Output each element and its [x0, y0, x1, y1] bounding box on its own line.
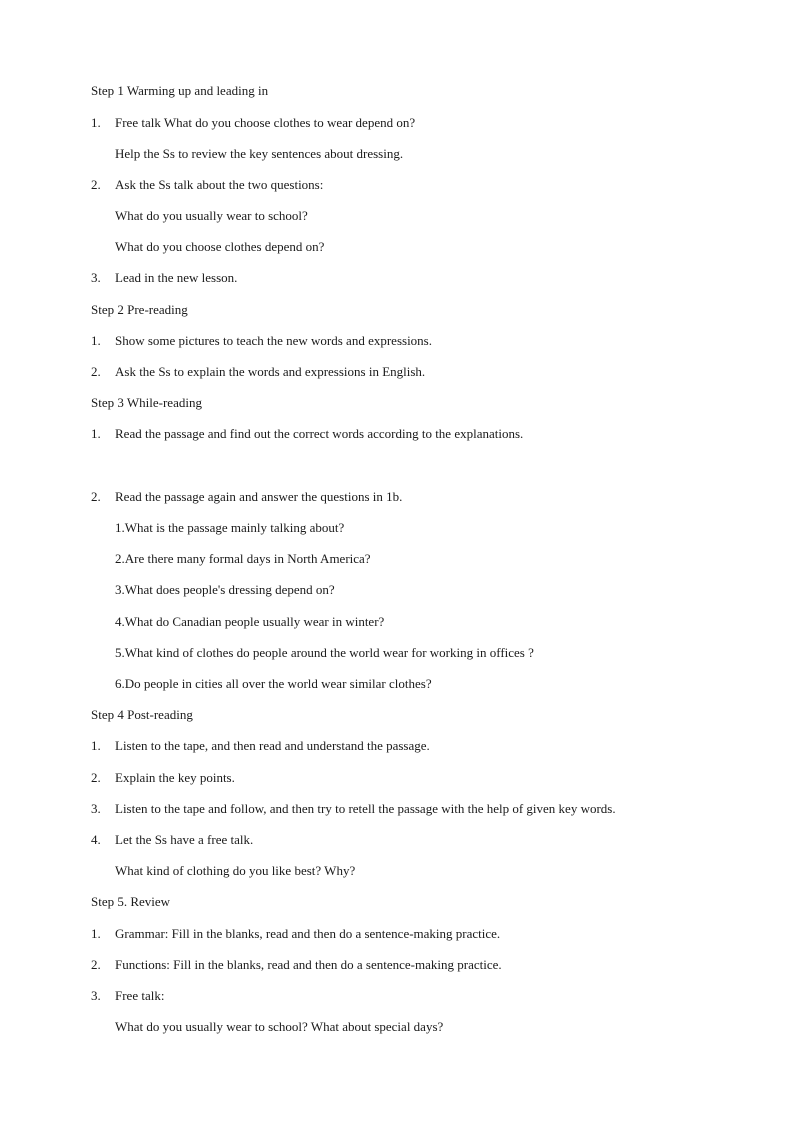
step5-item3-number: 3.	[91, 988, 101, 1003]
step1-item2-text: Ask the Ss talk about the two questions:	[115, 177, 324, 192]
step3-item1-number: 1.	[91, 426, 101, 441]
step4-item3-number: 3.	[91, 801, 101, 816]
step2-heading: Step 2 Pre-reading	[91, 302, 188, 317]
step3-item2-number: 2.	[91, 489, 101, 504]
step4-item1-number: 1.	[91, 738, 101, 753]
step1-question-b: What do you choose clothes depend on?	[115, 239, 325, 254]
step1-item2-number: 2.	[91, 177, 101, 192]
step3-question-3: 3.What does people's dressing depend on?	[115, 582, 335, 597]
step5-item1-number: 1.	[91, 926, 101, 941]
step5-heading: Step 5. Review	[91, 894, 171, 909]
step4-item2-number: 2.	[91, 770, 101, 785]
step3-question-6: 6.Do people in cities all over the world wear similar clothes?	[115, 676, 432, 691]
step3-item1-text: Read the passage and find out the correct words according to the explanations.	[115, 426, 524, 441]
step4-item2-text: Explain the key points.	[115, 770, 235, 785]
step5-item3-text: Free talk:	[115, 988, 165, 1003]
step3-question-2: 2.Are there many formal days in North America?	[115, 551, 371, 566]
step1-question-a: What do you usually wear to school?	[115, 208, 308, 223]
step3-question-1: 1.What is the passage mainly talking about?	[115, 520, 345, 535]
step4-item4-subtext: What kind of clothing do you like best? Why?	[115, 863, 356, 878]
step3-question-5: 5.What kind of clothes do people around the world wear for working in offices ?	[115, 645, 534, 660]
step1-item1-subtext: Help the Ss to review the key sentences about dressing.	[115, 146, 404, 161]
step4-heading: Step 4 Post-reading	[91, 707, 193, 722]
step1-heading: Step 1 Warming up and leading in	[91, 83, 269, 98]
step3-item2-text: Read the passage again and answer the questions in 1b.	[115, 489, 403, 504]
step5-item1-text: Grammar: Fill in the blanks, read and then do a sentence-making practice.	[115, 926, 501, 941]
step4-item3-text: Listen to the tape and follow, and then try to retell the passage with the help of given key words.	[115, 801, 616, 816]
step2-item2-text: Ask the Ss to explain the words and expressions in English.	[115, 364, 426, 379]
step4-item1-text: Listen to the tape, and then read and understand the passage.	[115, 738, 430, 753]
step5-item2-number: 2.	[91, 957, 101, 972]
step2-item2-number: 2.	[91, 364, 101, 379]
step2-item1-number: 1.	[91, 333, 101, 348]
step1-item1-text: Free talk What do you choose clothes to wear depend on?	[115, 115, 416, 130]
step3-question-4: 4.What do Canadian people usually wear in winter?	[115, 614, 385, 629]
step3-heading: Step 3 While-reading	[91, 395, 202, 410]
step1-item1-number: 1.	[91, 115, 101, 130]
step5-item3-subtext: What do you usually wear to school? What about special days?	[115, 1019, 444, 1034]
step2-item1-text: Show some pictures to teach the new words and expressions.	[115, 333, 432, 348]
step4-item4-text: Let the Ss have a free talk.	[115, 832, 254, 847]
step1-item3-text: Lead in the new lesson.	[115, 270, 238, 285]
step5-item2-text: Functions: Fill in the blanks, read and then do a sentence-making practice.	[115, 957, 502, 972]
step1-item3-number: 3.	[91, 270, 101, 285]
step4-item4-number: 4.	[91, 832, 101, 847]
